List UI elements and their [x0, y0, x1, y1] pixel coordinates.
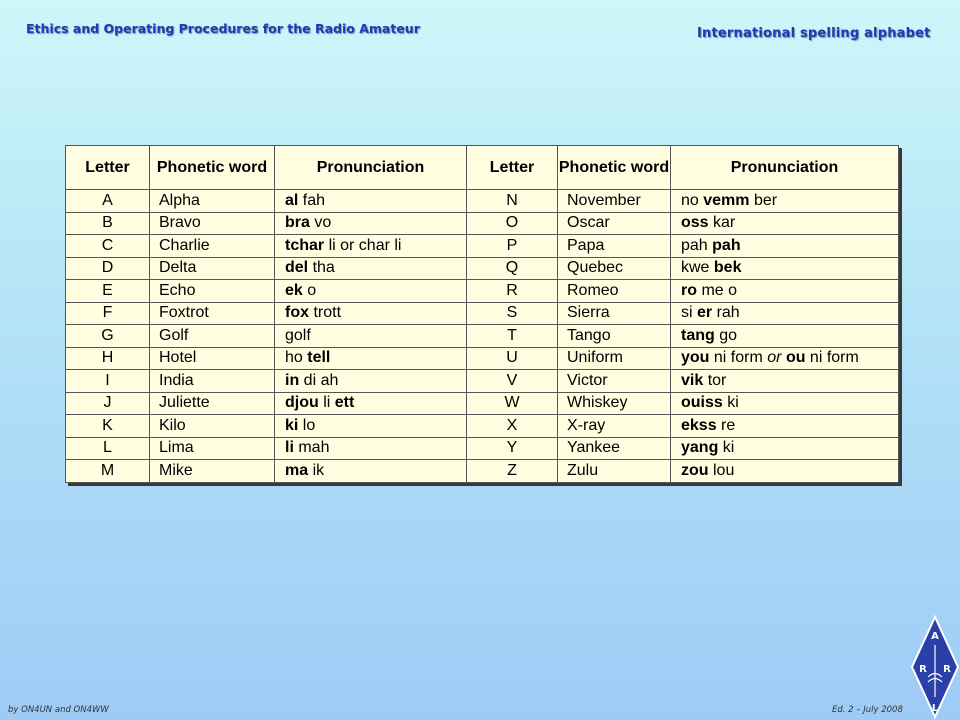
pronunciation-segment: ho	[285, 349, 308, 367]
pronunciation-segment: di ah	[299, 371, 339, 389]
logo-letter-r: R	[943, 664, 951, 675]
letter-cell: K	[66, 415, 150, 438]
table-row	[66, 325, 899, 348]
phonetic-word-cell: Lima	[150, 437, 275, 460]
pronunciation-cell	[671, 257, 899, 280]
pronunciation-cell	[671, 325, 899, 348]
phonetic-word-cell: Golf	[150, 325, 275, 348]
pronunciation-cell	[275, 257, 467, 280]
table-row	[66, 347, 899, 370]
pronunciation-segment: ekss	[681, 416, 717, 434]
pronunciation-segment: fah	[298, 191, 326, 209]
table-row	[66, 190, 899, 213]
letter-cell: M	[66, 460, 150, 483]
pronunciation-cell	[671, 280, 899, 303]
pronunciation-segment: mah	[293, 439, 330, 457]
phonetic-word-cell: Alpha	[150, 190, 275, 213]
letter-cell: Z	[467, 460, 558, 483]
arrl-logo-icon	[909, 615, 960, 720]
logo-letter-l: L	[931, 703, 939, 714]
phonetic-word-cell: Romeo	[558, 280, 671, 303]
pronunciation-cell	[275, 460, 467, 483]
footer-authors: by ON4UN and ON4WW	[8, 705, 109, 715]
table-row	[66, 460, 899, 483]
table-row	[66, 257, 899, 280]
pronunciation-cell	[275, 190, 467, 213]
phonetic-word-cell: Quebec	[558, 257, 671, 280]
pronunciation-cell	[275, 392, 467, 415]
phonetic-word-cell: Hotel	[150, 347, 275, 370]
pronunciation-cell	[275, 280, 467, 303]
phonetic-word-cell: Delta	[150, 257, 275, 280]
pronunciation-segment: lo	[298, 416, 316, 434]
pronunciation-cell	[671, 370, 899, 393]
pronunciation-cell	[671, 302, 899, 325]
pronunciation-segment: ni form	[805, 349, 859, 367]
pronunciation-segment: me o	[697, 281, 738, 299]
pronunciation-segment: ou	[785, 349, 806, 367]
pronunciation-segment: ouiss	[681, 394, 723, 412]
pronunciation-cell	[671, 347, 899, 370]
letter-cell: B	[66, 212, 150, 235]
pronunciation-cell	[671, 460, 899, 483]
pronunciation-cell	[275, 437, 467, 460]
pronunciation-segment: ber	[749, 191, 778, 209]
pronunciation-segment: ek	[285, 281, 303, 299]
letter-cell: S	[467, 302, 558, 325]
pronunciation-segment: djou	[285, 394, 319, 412]
pronunciation-segment: vo	[309, 214, 332, 232]
phonetic-word-cell: Zulu	[558, 460, 671, 483]
phonetic-word-cell: Sierra	[558, 302, 671, 325]
pronunciation-cell	[275, 370, 467, 393]
pronunciation-segment: re	[716, 416, 736, 434]
pronunciation-segment: you	[681, 349, 710, 367]
letter-cell: Y	[467, 437, 558, 460]
pronunciation-cell	[275, 347, 467, 370]
table-row	[66, 392, 899, 415]
pronunciation-segment: vemm	[703, 191, 750, 209]
pronunciation-segment: del	[285, 259, 309, 277]
column-header-phonetic-word: Phonetic word	[150, 146, 275, 190]
pronunciation-segment: or	[767, 349, 782, 367]
pronunciation-cell	[671, 212, 899, 235]
pronunciation-segment: go	[714, 326, 738, 344]
letter-cell: F	[66, 302, 150, 325]
pronunciation-segment: bek	[713, 259, 742, 277]
table-row	[66, 370, 899, 393]
slide-title: International spelling alphabet	[697, 26, 931, 41]
phonetic-word-cell: Uniform	[558, 347, 671, 370]
pronunciation-segment: in	[285, 371, 300, 389]
pronunciation-segment: tor	[703, 371, 727, 389]
pronunciation-segment: si	[681, 304, 697, 322]
pronunciation-cell	[275, 212, 467, 235]
pronunciation-segment: er	[697, 304, 713, 322]
pronunciation-cell	[671, 437, 899, 460]
table-row	[66, 415, 899, 438]
pronunciation-cell	[275, 235, 467, 258]
phonetic-word-cell: November	[558, 190, 671, 213]
pronunciation-segment: kar	[708, 214, 736, 232]
letter-cell: L	[66, 437, 150, 460]
phonetic-word-cell: Charlie	[150, 235, 275, 258]
footer-edition: Ed. 2 – July 2008	[832, 705, 903, 715]
pronunciation-segment: fox	[285, 304, 309, 322]
pronunciation-cell	[671, 190, 899, 213]
column-header-pronunciation: Pronunciation	[275, 146, 467, 190]
table-body	[66, 190, 899, 483]
phonetic-word-cell: Whiskey	[558, 392, 671, 415]
pronunciation-segment: yang	[681, 439, 719, 457]
pronunciation-segment: ki	[718, 439, 735, 457]
pronunciation-segment: li	[318, 394, 335, 412]
pronunciation-segment: pah	[712, 236, 741, 254]
letter-cell: O	[467, 212, 558, 235]
spelling-alphabet-table-container	[65, 145, 899, 483]
letter-cell: X	[467, 415, 558, 438]
pronunciation-segment: vik	[681, 371, 704, 389]
pronunciation-segment: ki	[285, 416, 299, 434]
column-header-letter: Letter	[467, 146, 558, 190]
phonetic-word-cell: India	[150, 370, 275, 393]
letter-cell: T	[467, 325, 558, 348]
table-row	[66, 212, 899, 235]
pronunciation-segment: tell	[307, 349, 331, 367]
pronunciation-segment: ki	[722, 394, 739, 412]
phonetic-word-cell: Tango	[558, 325, 671, 348]
phonetic-word-cell: Bravo	[150, 212, 275, 235]
pronunciation-segment: zou	[681, 461, 709, 479]
pronunciation-segment: tha	[308, 259, 335, 277]
pronunciation-cell	[671, 415, 899, 438]
pronunciation-cell	[671, 235, 899, 258]
letter-cell: Q	[467, 257, 558, 280]
letter-cell: W	[467, 392, 558, 415]
letter-cell: G	[66, 325, 150, 348]
table-row	[66, 437, 899, 460]
letter-cell: P	[467, 235, 558, 258]
table-row	[66, 235, 899, 258]
phonetic-word-cell: Foxtrot	[150, 302, 275, 325]
pronunciation-cell	[671, 392, 899, 415]
spelling-alphabet-table	[65, 145, 899, 483]
letter-cell: R	[467, 280, 558, 303]
pronunciation-segment: tchar	[285, 236, 325, 254]
letter-cell: V	[467, 370, 558, 393]
pronunciation-segment: pah	[681, 236, 713, 254]
phonetic-word-cell: Juliette	[150, 392, 275, 415]
letter-cell: J	[66, 392, 150, 415]
pronunciation-segment: li	[285, 439, 294, 457]
phonetic-word-cell: Victor	[558, 370, 671, 393]
pronunciation-segment: rah	[712, 304, 740, 322]
table-row	[66, 302, 899, 325]
phonetic-word-cell: X-ray	[558, 415, 671, 438]
letter-cell: N	[467, 190, 558, 213]
phonetic-word-cell: Oscar	[558, 212, 671, 235]
logo-letter-r: R	[919, 664, 927, 675]
phonetic-word-cell: Echo	[150, 280, 275, 303]
presentation-title: Ethics and Operating Procedures for the Radio Amateur	[26, 21, 420, 36]
letter-cell: I	[66, 370, 150, 393]
pronunciation-cell	[275, 325, 467, 348]
phonetic-word-cell: Yankee	[558, 437, 671, 460]
column-header-phonetic-word: Phonetic word	[558, 146, 671, 190]
pronunciation-segment: trott	[309, 304, 342, 322]
letter-cell: U	[467, 347, 558, 370]
pronunciation-cell	[275, 302, 467, 325]
pronunciation-segment: bra	[285, 214, 310, 232]
table-header-row	[66, 146, 899, 190]
pronunciation-segment: ro	[681, 281, 697, 299]
pronunciation-segment: kwe	[681, 259, 714, 277]
pronunciation-segment: ma	[285, 461, 309, 479]
column-header-letter: Letter	[66, 146, 150, 190]
table-row	[66, 280, 899, 303]
pronunciation-segment: oss	[681, 214, 709, 232]
letter-cell: H	[66, 347, 150, 370]
logo-letter-a: A	[931, 631, 939, 642]
letter-cell: D	[66, 257, 150, 280]
column-header-pronunciation: Pronunciation	[671, 146, 899, 190]
letter-cell: A	[66, 190, 150, 213]
letter-cell: E	[66, 280, 150, 303]
pronunciation-segment: o	[302, 281, 317, 299]
pronunciation-segment: golf	[285, 326, 311, 344]
pronunciation-segment: ik	[308, 461, 325, 479]
pronunciation-segment: no	[681, 191, 704, 209]
pronunciation-cell	[275, 415, 467, 438]
pronunciation-segment: tang	[681, 326, 715, 344]
pronunciation-segment: li or char li	[324, 236, 402, 254]
pronunciation-segment: lou	[708, 461, 735, 479]
phonetic-word-cell: Mike	[150, 460, 275, 483]
phonetic-word-cell: Papa	[558, 235, 671, 258]
letter-cell: C	[66, 235, 150, 258]
pronunciation-segment: ett	[334, 394, 355, 412]
phonetic-word-cell: Kilo	[150, 415, 275, 438]
pronunciation-segment: al	[285, 191, 299, 209]
pronunciation-segment: ni form	[709, 349, 768, 367]
